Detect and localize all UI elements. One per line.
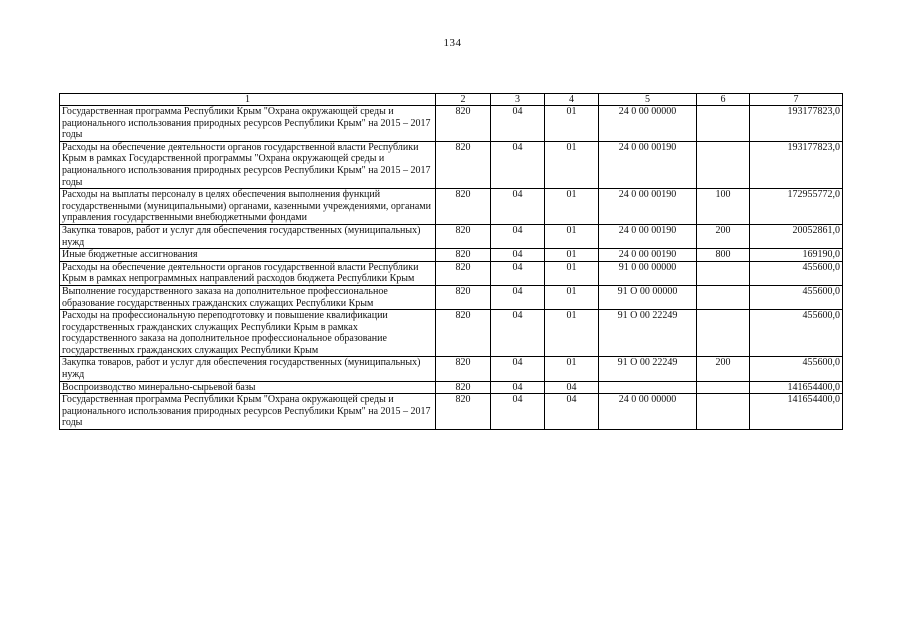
table-row (60, 394, 843, 430)
row-amount: 172955772,0 (750, 189, 843, 225)
row-ministry-code: 820 (436, 224, 491, 248)
row-expense-type (697, 106, 750, 142)
row-ministry-code: 820 (436, 261, 491, 285)
row-ministry-code: 820 (436, 357, 491, 381)
row-name: Выполнение государственного заказа на дополнительное профессиональное образование государственных гражданских служащих Республики Крым (60, 285, 436, 309)
row-expense-type: 200 (697, 224, 750, 248)
row-ministry-code: 820 (436, 285, 491, 309)
row-expense-type (697, 381, 750, 394)
row-target-code: 24 0 00 00190 (599, 141, 697, 188)
row-section-code: 04 (491, 189, 545, 225)
row-subsection-code: 01 (545, 249, 599, 262)
row-subsection-code: 01 (545, 106, 599, 142)
table-row (60, 261, 843, 285)
row-name: Воспроизводство минерально-сырьевой базы (60, 381, 436, 394)
page-number: 134 (443, 37, 462, 49)
row-expense-type (697, 261, 750, 285)
row-section-code: 04 (491, 141, 545, 188)
row-subsection-code: 04 (545, 394, 599, 430)
row-expense-type: 200 (697, 357, 750, 381)
row-target-code: 24 0 00 00000 (599, 106, 697, 142)
table-row (60, 285, 843, 309)
row-amount: 455600,0 (750, 285, 843, 309)
row-subsection-code: 01 (545, 224, 599, 248)
header-col-1: 1 (60, 94, 436, 106)
row-section-code: 04 (491, 249, 545, 262)
row-amount: 193177823,0 (750, 106, 843, 142)
row-expense-type (697, 141, 750, 188)
row-amount: 20052861,0 (750, 224, 843, 248)
row-subsection-code: 04 (545, 381, 599, 394)
table-header-row (60, 94, 843, 106)
row-section-code: 04 (491, 310, 545, 357)
row-target-code: 24 0 00 00190 (599, 189, 697, 225)
table-row (60, 189, 843, 225)
row-subsection-code: 01 (545, 285, 599, 309)
header-col-4: 4 (545, 94, 599, 106)
row-ministry-code: 820 (436, 381, 491, 394)
row-target-code: 24 0 00 00190 (599, 224, 697, 248)
row-amount: 455600,0 (750, 357, 843, 381)
row-ministry-code: 820 (436, 189, 491, 225)
row-name: Расходы на обеспечение деятельности органов государственной власти Республики Крым в рамках Государственной программы "Охрана окружающей среды и рационального использования природных ресурсов Республики Крым" на 2015 – 2017 годы (60, 141, 436, 188)
table-row (60, 310, 843, 357)
row-expense-type: 100 (697, 189, 750, 225)
row-amount: 193177823,0 (750, 141, 843, 188)
row-section-code: 04 (491, 285, 545, 309)
row-section-code: 04 (491, 224, 545, 248)
row-name: Государственная программа Республики Крым "Охрана окружающей среды и рационального использования природных ресурсов Республики Крым" на 2015 – 2017 годы (60, 394, 436, 430)
row-ministry-code: 820 (436, 141, 491, 188)
row-name: Расходы на профессиональную переподготовку и повышение квалификации государственных гражданских служащих Республики Крым в рамках государственного заказа на дополнительное профессиональное образование государственных гражданских служащих Республики Крым (60, 310, 436, 357)
row-name: Расходы на обеспечение деятельности органов государственной власти Республики Крым в рамках непрограммных направлений расходов бюджета Республики Крым (60, 261, 436, 285)
row-subsection-code: 01 (545, 310, 599, 357)
row-ministry-code: 820 (436, 249, 491, 262)
row-section-code: 04 (491, 261, 545, 285)
row-target-code: 24 0 00 00000 (599, 394, 697, 430)
table-row (60, 249, 843, 262)
row-amount: 455600,0 (750, 261, 843, 285)
row-target-code: 91 0 00 00000 (599, 261, 697, 285)
row-amount: 169190,0 (750, 249, 843, 262)
row-section-code: 04 (491, 394, 545, 430)
table-row (60, 224, 843, 248)
row-expense-type (697, 285, 750, 309)
row-name: Иные бюджетные ассигнования (60, 249, 436, 262)
row-ministry-code: 820 (436, 394, 491, 430)
row-target-code: 91 О 00 22249 (599, 357, 697, 381)
table-row (60, 357, 843, 381)
row-name: Закупка товаров, работ и услуг для обеспечения государственных (муниципальных) нужд (60, 224, 436, 248)
row-expense-type (697, 394, 750, 430)
table-row (60, 381, 843, 394)
row-amount: 455600,0 (750, 310, 843, 357)
row-amount: 141654400,0 (750, 394, 843, 430)
row-target-code: 91 О 00 22249 (599, 310, 697, 357)
row-amount: 141654400,0 (750, 381, 843, 394)
row-subsection-code: 01 (545, 357, 599, 381)
header-col-2: 2 (436, 94, 491, 106)
row-ministry-code: 820 (436, 310, 491, 357)
row-expense-type: 800 (697, 249, 750, 262)
row-target-code: 91 О 00 00000 (599, 285, 697, 309)
row-name: Закупка товаров, работ и услуг для обеспечения государственных (муниципальных) нужд (60, 357, 436, 381)
table-row (60, 106, 843, 142)
row-subsection-code: 01 (545, 261, 599, 285)
row-ministry-code: 820 (436, 106, 491, 142)
header-col-3: 3 (491, 94, 545, 106)
row-name: Расходы на выплаты персоналу в целях обеспечения выполнения функций государственными (муниципальными) органами, казенными учреждениями, органами управления государственными внебюджетными фондами (60, 189, 436, 225)
row-target-code: 24 0 00 00190 (599, 249, 697, 262)
header-col-5: 5 (599, 94, 697, 106)
row-section-code: 04 (491, 381, 545, 394)
header-col-6: 6 (697, 94, 750, 106)
row-subsection-code: 01 (545, 189, 599, 225)
row-name: Государственная программа Республики Крым "Охрана окружающей среды и рационального использования природных ресурсов Республики Крым" на 2015 – 2017 годы (60, 106, 436, 142)
row-section-code: 04 (491, 106, 545, 142)
row-section-code: 04 (491, 357, 545, 381)
table-row (60, 141, 843, 188)
row-expense-type (697, 310, 750, 357)
row-subsection-code: 01 (545, 141, 599, 188)
budget-table (59, 93, 843, 430)
row-target-code (599, 381, 697, 394)
header-col-7: 7 (750, 94, 843, 106)
